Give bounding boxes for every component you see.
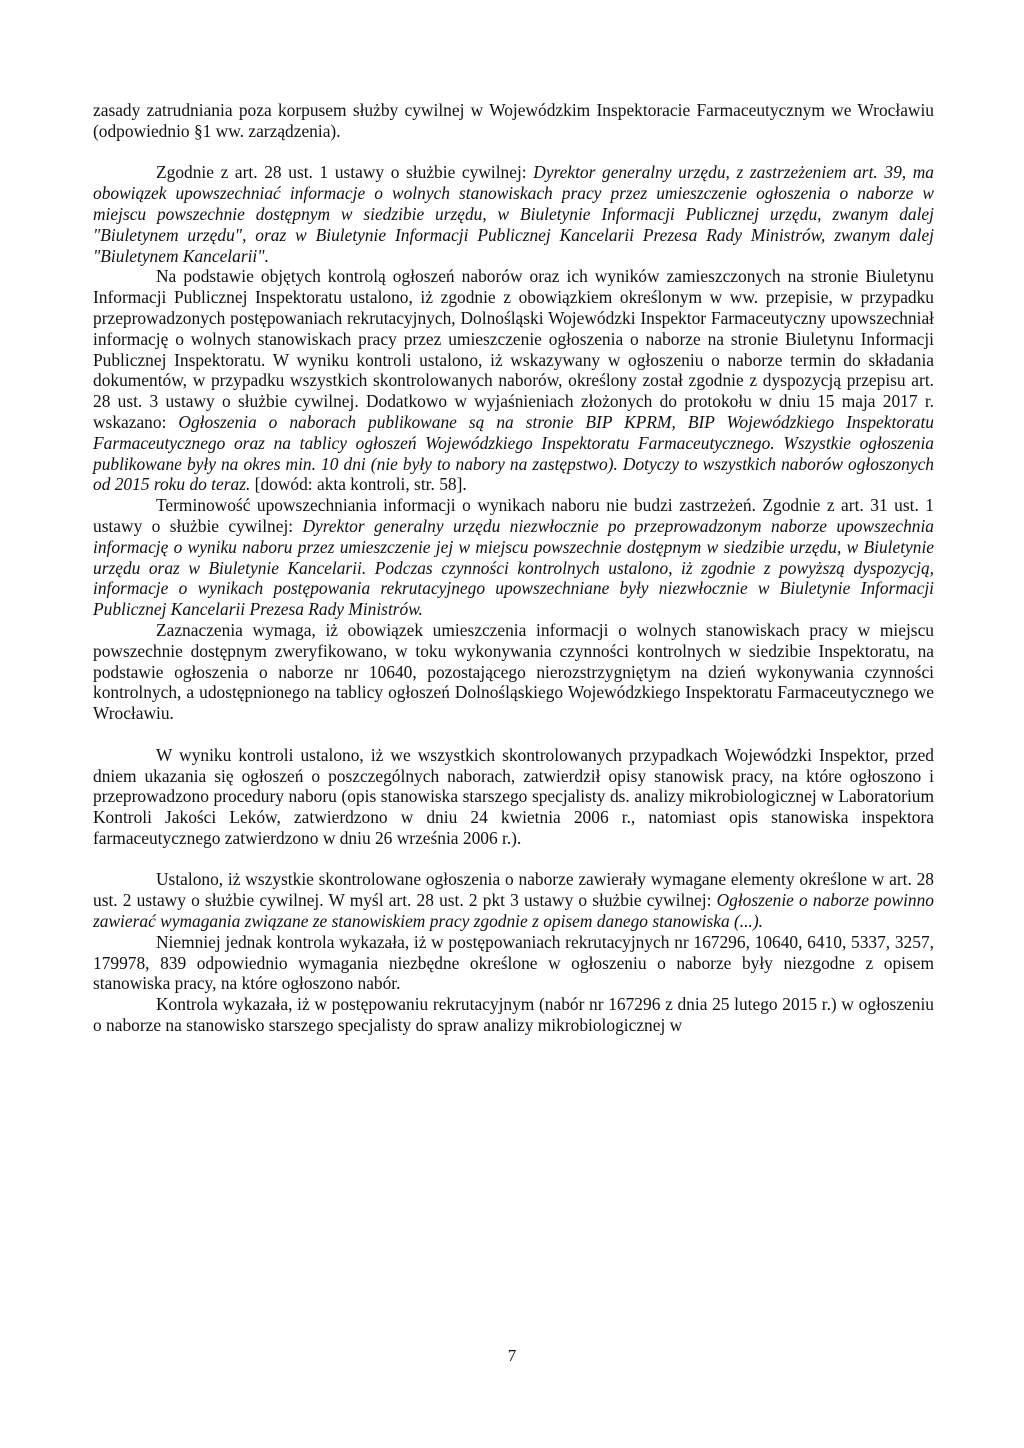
paragraph-3-evidence: [dowód: akta kontroli, str. 58]. (250, 474, 467, 495)
paragraph-3-text: Na podstawie objętych kontrolą ogłoszeń naborów oraz ich wyników zamieszczonych na stronie Biuletynu Informacji Publicznej Inspektoratu ustalono, iż zgodnie z obowiązkiem określonym w ww. przepisie, w przypadku przeprowadzonych postępowaniach rekrutacyjnych, Dolnośląski Wojewódzki Inspektor Farmaceutyczny upowszechniał informację o wolnych stanowiskach pracy przez umieszczenie ogłoszenia o naborze na stronie Biuletynu Informacji Publicznej Inspektoratu. W wyniku kontroli ustalono, iż wskazywany w ogłoszeniu o naborze termin do składania dokumentów, w przypadku wszystkich skontrolowanych naborów, określony został zgodnie z dyspozycją przepisu art. 28 ust. 3 ustawy o służbie cywilnej. Dodatkowo w wyjaśnieniach złożonych do protokołu w dniu 15 maja 2017 r. wskazano: (93, 266, 934, 432)
page-number: 7 (507, 1346, 517, 1365)
paragraph-5-text: Zaznaczenia wymaga, iż obowiązek umieszczenia informacji o wolnych stanowiskach pracy w miejscu powszechnie dostępnym zweryfikowano, w toku wykonywania czynności kontrolnych w siedzibie Inspektoratu, na podstawie ogłoszenia o naborze nr 10640, pozostającego nierozstrzygniętym na dzień wykonywania czynności kontrolnych, a udostępnionego na tablicy ogłoszeń Dolnośląskiego Wojewódzkiego Inspektoratu Farmaceutycznego we Wrocławiu. (93, 619, 934, 724)
paragraph-2-text: Zgodnie z art. 28 ust. 1 ustawy o służbie cywilnej: (156, 162, 534, 183)
paragraph-8 (93, 932, 934, 994)
paragraph-2-quote: Dyrektor generalny urzędu, z zastrzeżeniem art. 39, ma obowiązek upowszechniać informacje o wolnych stanowiskach pracy przez umieszczenie ogłoszenia o naborze w miejscu powszechnie dostępnym w siedzibie urzędu, w Biuletynie Informacji Publicznej urzędu, zwanym dalej "Biuletynem urzędu", oraz w Biuletynie Informacji Publicznej Kancelarii Prezesa Rady Ministrów, zwanym dalej "Biuletynem Kancelarii". (93, 162, 934, 266)
paragraph-9-text: Kontrola wykazała, iż w postępowaniu rekrutacyjnym (nabór nr 167296 z dnia 25 lutego 2015 r.) w ogłoszeniu o naborze na stanowisko starszego specjalisty do spraw analizy mikrobiologicznej w (93, 994, 934, 1036)
paragraph-8-text: Niemniej jednak kontrola wykazała, iż w postępowaniach rekrutacyjnych nr 167296, 10640, 6410, 5337, 3257, 179978, 839 odpowiednio wymagania niezbędne określone w ogłoszeniu o naborze były niezgodne z opisem stanowiska pracy, na które ogłoszono nabór. (93, 931, 934, 994)
paragraph-9 (93, 994, 934, 1036)
document-body (93, 100, 934, 1036)
paragraph-6 (93, 745, 934, 849)
paragraph-6-text: W wyniku kontroli ustalono, iż we wszystkich skontrolowanych przypadkach Wojewódzki Inspektor, przed dniem ukazania się ogłoszeń o poszczególnych naborach, zatwierdził opisy stanowisk pracy, na które ogłoszono i przeprowadzono procedury naboru (opis stanowiska starszego specjalisty ds. analizy mikrobiologicznej w Laboratorium Kontroli Jakości Leków, zatwierdzono w dniu 24 kwietnia 2006 r., natomiast opis stanowiska inspektora farmaceutycznego zatwierdzono w dniu 26 września 2006 r.). (93, 744, 934, 848)
paragraph-3 (93, 266, 934, 495)
paragraph-7-quote: Ogłoszenie o naborze powinno zawierać wymagania związane ze stanowiskiem pracy zgodnie z opisem danego stanowiska (...). (93, 890, 934, 932)
paragraph-1 (93, 100, 934, 142)
paragraph-4 (93, 495, 934, 620)
paragraph-5 (93, 620, 934, 724)
paragraph-4-text: Terminowość upowszechniania informacji o wynikach naboru nie budzi zastrzeżeń. Zgodnie z art. 31 ust. 1 ustawy o służbie cywilnej: (93, 495, 934, 536)
paragraph-2 (93, 162, 934, 266)
paragraph-3-quote: Ogłoszenia o naborach publikowane są na stronie BIP KPRM, BIP Wojewódzkiego Inspektoratu Farmaceutycznego oraz na tablicy ogłoszeń Wojewódzkiego Inspektoratu Farmaceutycznego. Wszystkie ogłoszenia publikowane były na okres min. 10 dni (nie były to nabory na zastępstwo). Dotyczy to wszystkich naborów ogłoszonych od 2015 roku do teraz. (93, 411, 935, 495)
paragraph-4-quote: Dyrektor generalny urzędu niezwłocznie po przeprowadzonym naborze upowszechnia informację o wyniku naboru przez umieszczenie jej w miejscu powszechnie dostępnym w siedzibie urzędu, w Biuletynie urzędu oraz w Biuletynie Kancelarii. Podczas czynności kontrolnych ustalono, iż zgodnie z powyższą dyspozycją, informacje o wynikach postępowania rekrutacyjnego upowszechniane były niezwłocznie w Biuletynie Informacji Publicznej Kancelarii Prezesa Rady Ministrów. (93, 515, 934, 620)
paragraph-1-text: zasady zatrudniania poza korpusem służby cywilnej w Wojewódzkim Inspektoracie Farmaceutycznym we Wrocławiu (odpowiednio §1 ww. zarządzenia). (93, 100, 934, 141)
paragraph-7 (93, 869, 934, 931)
paragraph-7-text: Ustalono, iż wszystkie skontrolowane ogłoszenia o naborze zawierały wymagane elementy określone w art. 28 ust. 2 ustawy o służbie cywilnej. W myśl art. 28 ust. 2 pkt 3 ustawy o służbie cywilnej: (93, 869, 934, 911)
